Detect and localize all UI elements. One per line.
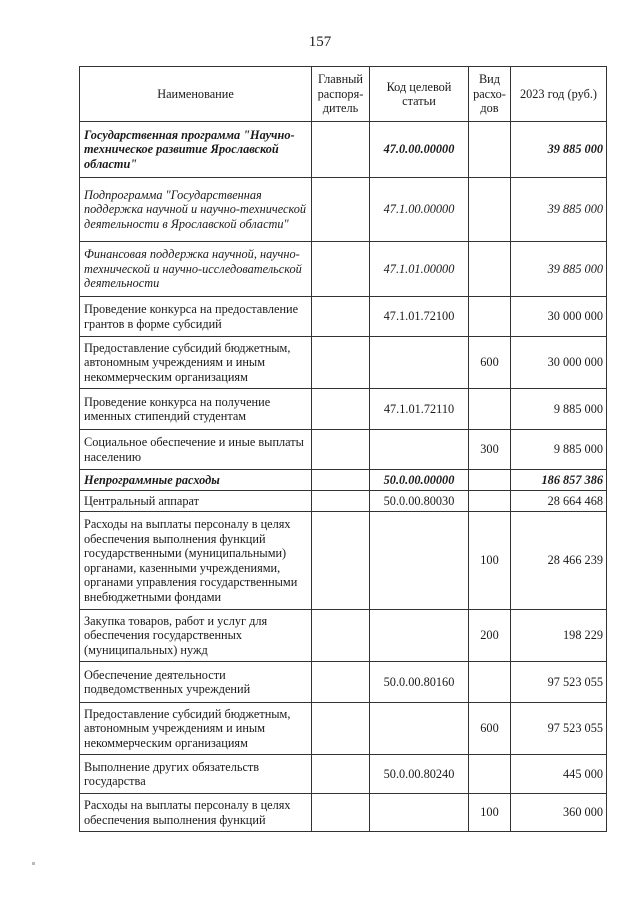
row-manager-cell (312, 703, 370, 755)
row-type-cell (469, 178, 511, 242)
row-code-cell: 50.0.00.80160 (370, 662, 469, 703)
row-type-cell (469, 755, 511, 794)
table-row (80, 662, 607, 703)
table-row (80, 703, 607, 755)
row-code-cell: 47.1.01.72110 (370, 389, 469, 430)
table-row (80, 470, 607, 491)
table-body (80, 122, 607, 832)
row-type-cell (469, 297, 511, 337)
table-row (80, 122, 607, 178)
page-number: 157 (308, 34, 332, 50)
row-name-cell: Выполнение других обязательств государства (80, 755, 312, 794)
row-amount-cell: 28 664 468 (511, 491, 607, 512)
row-code-cell: 50.0.00.80030 (370, 491, 469, 512)
row-amount-cell: 30 000 000 (511, 297, 607, 337)
row-manager-cell (312, 389, 370, 430)
table-row (80, 512, 607, 610)
row-code-cell: 50.0.00.00000 (370, 470, 469, 491)
header-target-code: Код целевой статьи (370, 67, 469, 122)
row-manager-cell (312, 794, 370, 832)
row-code-cell (370, 430, 469, 470)
header-name: Наименование (80, 67, 312, 122)
row-amount-cell: 360 000 (511, 794, 607, 832)
row-manager-cell (312, 337, 370, 389)
row-name-cell: Обеспечение деятельности подведомственных учреждений (80, 662, 312, 703)
table-header-row (80, 67, 607, 122)
row-code-cell: 47.1.01.72100 (370, 297, 469, 337)
table-row (80, 389, 607, 430)
row-name-cell: Проведение конкурса на получение именных стипендий студентам (80, 389, 312, 430)
row-manager-cell (312, 242, 370, 297)
row-amount-cell: 9 885 000 (511, 389, 607, 430)
row-name-cell: Подпрограмма "Государственная поддержка научной и научно-технической деятельности в Ярославской области" (80, 178, 312, 242)
row-type-cell (469, 242, 511, 297)
row-code-cell (370, 794, 469, 832)
row-name-cell: Центральный аппарат (80, 491, 312, 512)
row-name-cell: Закупка товаров, работ и услуг для обеспечения государственных (муниципальных) нужд (80, 610, 312, 662)
row-type-cell: 300 (469, 430, 511, 470)
row-type-cell (469, 389, 511, 430)
row-code-cell (370, 512, 469, 610)
header-manager: Главный распоря-дитель (312, 67, 370, 122)
row-manager-cell (312, 430, 370, 470)
row-amount-cell: 445 000 (511, 755, 607, 794)
row-amount-cell: 198 229 (511, 610, 607, 662)
row-manager-cell (312, 297, 370, 337)
row-name-cell: Расходы на выплаты персоналу в целях обеспечения выполнения функций государственными (муниципальными) органами, казенными учреждениями, органами управления государственными внебюджетными фондами (80, 512, 312, 610)
budget-table (79, 66, 607, 832)
header-year: 2023 год (руб.) (511, 67, 607, 122)
row-amount-cell: 186 857 386 (511, 470, 607, 491)
row-type-cell: 200 (469, 610, 511, 662)
row-manager-cell (312, 178, 370, 242)
row-name-cell: Предоставление субсидий бюджетным, автономным учреждениям и иным некоммерческим организациям (80, 703, 312, 755)
row-amount-cell: 39 885 000 (511, 122, 607, 178)
row-name-cell: Непрограммные расходы (80, 470, 312, 491)
scan-speck (32, 862, 35, 865)
row-type-cell: 100 (469, 794, 511, 832)
row-type-cell: 100 (469, 512, 511, 610)
row-name-cell: Социальное обеспечение и иные выплаты населению (80, 430, 312, 470)
row-type-cell (469, 662, 511, 703)
row-name-cell: Проведение конкурса на предоставление грантов в форме субсидий (80, 297, 312, 337)
row-type-cell (469, 122, 511, 178)
row-code-cell (370, 703, 469, 755)
table-row (80, 430, 607, 470)
row-amount-cell: 39 885 000 (511, 178, 607, 242)
row-manager-cell (312, 491, 370, 512)
row-code-cell: 47.0.00.00000 (370, 122, 469, 178)
table-row (80, 491, 607, 512)
row-code-cell (370, 337, 469, 389)
row-amount-cell: 39 885 000 (511, 242, 607, 297)
row-amount-cell: 9 885 000 (511, 430, 607, 470)
row-manager-cell (312, 755, 370, 794)
row-amount-cell: 97 523 055 (511, 703, 607, 755)
row-type-cell: 600 (469, 703, 511, 755)
table-row (80, 337, 607, 389)
row-code-cell: 47.1.01.00000 (370, 242, 469, 297)
row-manager-cell (312, 470, 370, 491)
row-manager-cell (312, 610, 370, 662)
table-row (80, 610, 607, 662)
row-name-cell: Финансовая поддержка научной, научно-технической и научно-исследовательской деятельности (80, 242, 312, 297)
table-row (80, 242, 607, 297)
row-type-cell (469, 470, 511, 491)
row-name-cell: Предоставление субсидий бюджетным, автономным учреждениям и иным некоммерческим организациям (80, 337, 312, 389)
table-row (80, 297, 607, 337)
header-expense-type: Вид расхо-дов (469, 67, 511, 122)
row-code-cell (370, 610, 469, 662)
row-type-cell (469, 491, 511, 512)
row-code-cell: 47.1.00.00000 (370, 178, 469, 242)
row-amount-cell: 28 466 239 (511, 512, 607, 610)
row-name-cell: Расходы на выплаты персоналу в целях обеспечения выполнения функций (80, 794, 312, 832)
table-row (80, 794, 607, 832)
row-amount-cell: 97 523 055 (511, 662, 607, 703)
row-type-cell: 600 (469, 337, 511, 389)
row-name-cell: Государственная программа "Научно-техническое развитие Ярославской области" (80, 122, 312, 178)
row-code-cell: 50.0.00.80240 (370, 755, 469, 794)
table-row (80, 755, 607, 794)
row-manager-cell (312, 122, 370, 178)
row-manager-cell (312, 512, 370, 610)
row-manager-cell (312, 662, 370, 703)
table-row (80, 178, 607, 242)
row-amount-cell: 30 000 000 (511, 337, 607, 389)
